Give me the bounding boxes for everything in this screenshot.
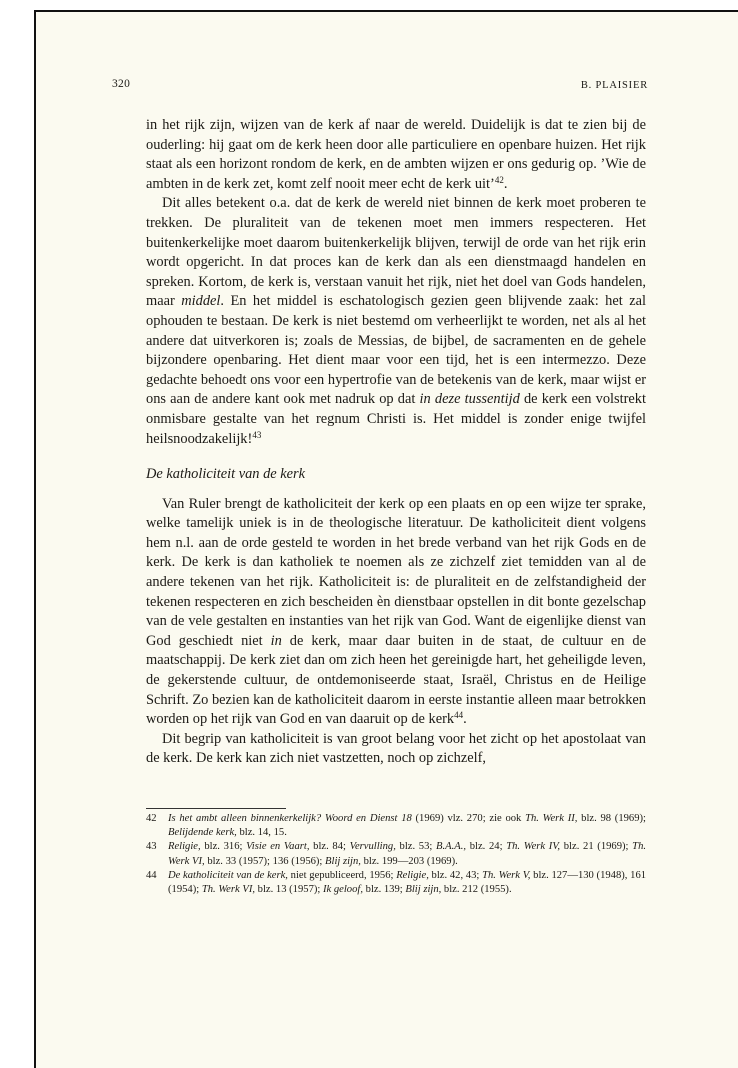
footnote: 43 Religie, blz. 316; Visie en Vaart, blz. 84; Vervulling, blz. 53; B.A.A., blz. 24; Th. Werk IV, blz. 21 (1969); Th. Werk VI, blz. 33 (1957); 136 (1956); Blij zijn, blz. 199—203 (1969).	[146, 841, 647, 867]
footnote: 44 De katholiciteit van de kerk, niet gepubliceerd, 1956; Religie, blz. 42, 43; Th. Werk V, blz. 127—130 (1948), 161 (1954); Th. Werk VI, blz. 13 (1957); Ik geloof, blz. 139; Blij zijn, blz. 212 (1955).	[146, 869, 647, 896]
footnote-divider	[146, 808, 286, 809]
footnote-ref[interactable]: 43	[252, 429, 262, 440]
paragraph: Dit begrip van katholiciteit is van groot belang voor het zicht op het apostolaat van de kerk. De kerk kan zich niet vastzetten, noch op zichzelf,	[146, 730, 646, 767]
paragraph: Van Ruler brengt de katholiciteit der kerk op een plaats en op een wijze ter sprake, welke tamelijk uniek is in de theologische literatuur. De katholiciteit dient volgens hem n.l. aan de orde gesteld te worden in het brede verband van het rijk Gods en de kerk. De kerk is dan katholiek te noemen als ze zichzelf ziet temidden van al de andere tekenen van het rijk. Katholiciteit is: de pluraliteit en de zelfstandigheid der tekenen respecteren en zich bescheiden èn dienstbaar opstellen in dit bonte gezelschap van de vele gestalten en instanties van het rijk van God. Want de eigenlijke dienst van God geschiedt niet in de kerk, maar daar buiten in de staat, de cultuur en de maatschappij. De kerk ziet dan om zich heen het gereinigde hart, het geheiligde leven, de gekerstende cultuur, de ontdemoniseerde staat, Israël, Christus en de Heilige Schrift. Zo bezien kan de katholiciteit daarom in eerste instantie alleen maar betrokken worden op het rijk van God en van daaruit op de kerk$^{44}$.	[146, 495, 646, 728]
footnote-number: 43	[146, 841, 157, 853]
running-author: B. PLAISIER	[580, 80, 648, 91]
footnote-ref[interactable]: 42	[494, 174, 504, 185]
footnote: 42 Is het ambt alleen binnenkerkelijk? Woord en Dienst 18 (1969) vlz. 270; zie ook Th. Werk II, blz. 98 (1969); Belijdende kerk, blz. 14, 15.	[146, 813, 646, 839]
footnotes	[146, 812, 646, 897]
footnote-number: 42	[146, 813, 157, 824]
footnote-number: 44	[146, 869, 157, 881]
paragraph: Dit alles betekent o.a. dat de kerk de wereld niet binnen de kerk moet proberen te trekken. De pluraliteit van de tekenen moet men immers respecteren. Het buitenkerkelijke moet daarom buitenkerkelijk blijven, terwijl de orde van het rijk erin wordt opgericht. In dat proces kan de kerk dan als een dienstmaagd handelen en spreken. Kortom, de kerk is, verstaan vanuit het rijk, niet het doel van Gods handelen, maar middel. En het middel is eschatologisch gezien geen blijvende zaak: het zal ophouden te bestaan. De kerk is niet bestemd om verheerlijkt te worden, net als al het andere dat uitverkoren is; zoals de Messias, de bijbel, de sacramenten en de gehele bijzondere openbaring. Het dient maar voor een tijd, het is een intermezzo. Deze gedachte behoedt ons voor een hypertrofie van de betekenis van de kerk, maar wijst er ons aan de andere kant ook met nadruk op dat in deze tussentijd de kerk een volstrekt onmisbare gestalte van het regnum Christi is. Het middel is zonder enige twijfel heilsnoodzakelijk!$^{43}$	[146, 195, 647, 447]
section-heading: De katholiciteit van de kerk	[146, 466, 306, 483]
body-text	[146, 116, 646, 769]
footnote-ref[interactable]: 44	[454, 710, 464, 721]
paragraph: in het rijk zijn, wijzen van de kerk af naar de wereld. Duidelijk is dat te zien bij de ouderling: hij gaat om de kerk heen door alle particuliere en openbare huizen. Het rijk staat als een horizont rondom de kerk, en de ambten wijzen er ons gedurig op. ’Wie de ambten in de kerk zet, komt zelf nooit meer echt de kerk uit’$^{42}$.	[146, 117, 646, 192]
page-number: 320	[112, 78, 131, 90]
